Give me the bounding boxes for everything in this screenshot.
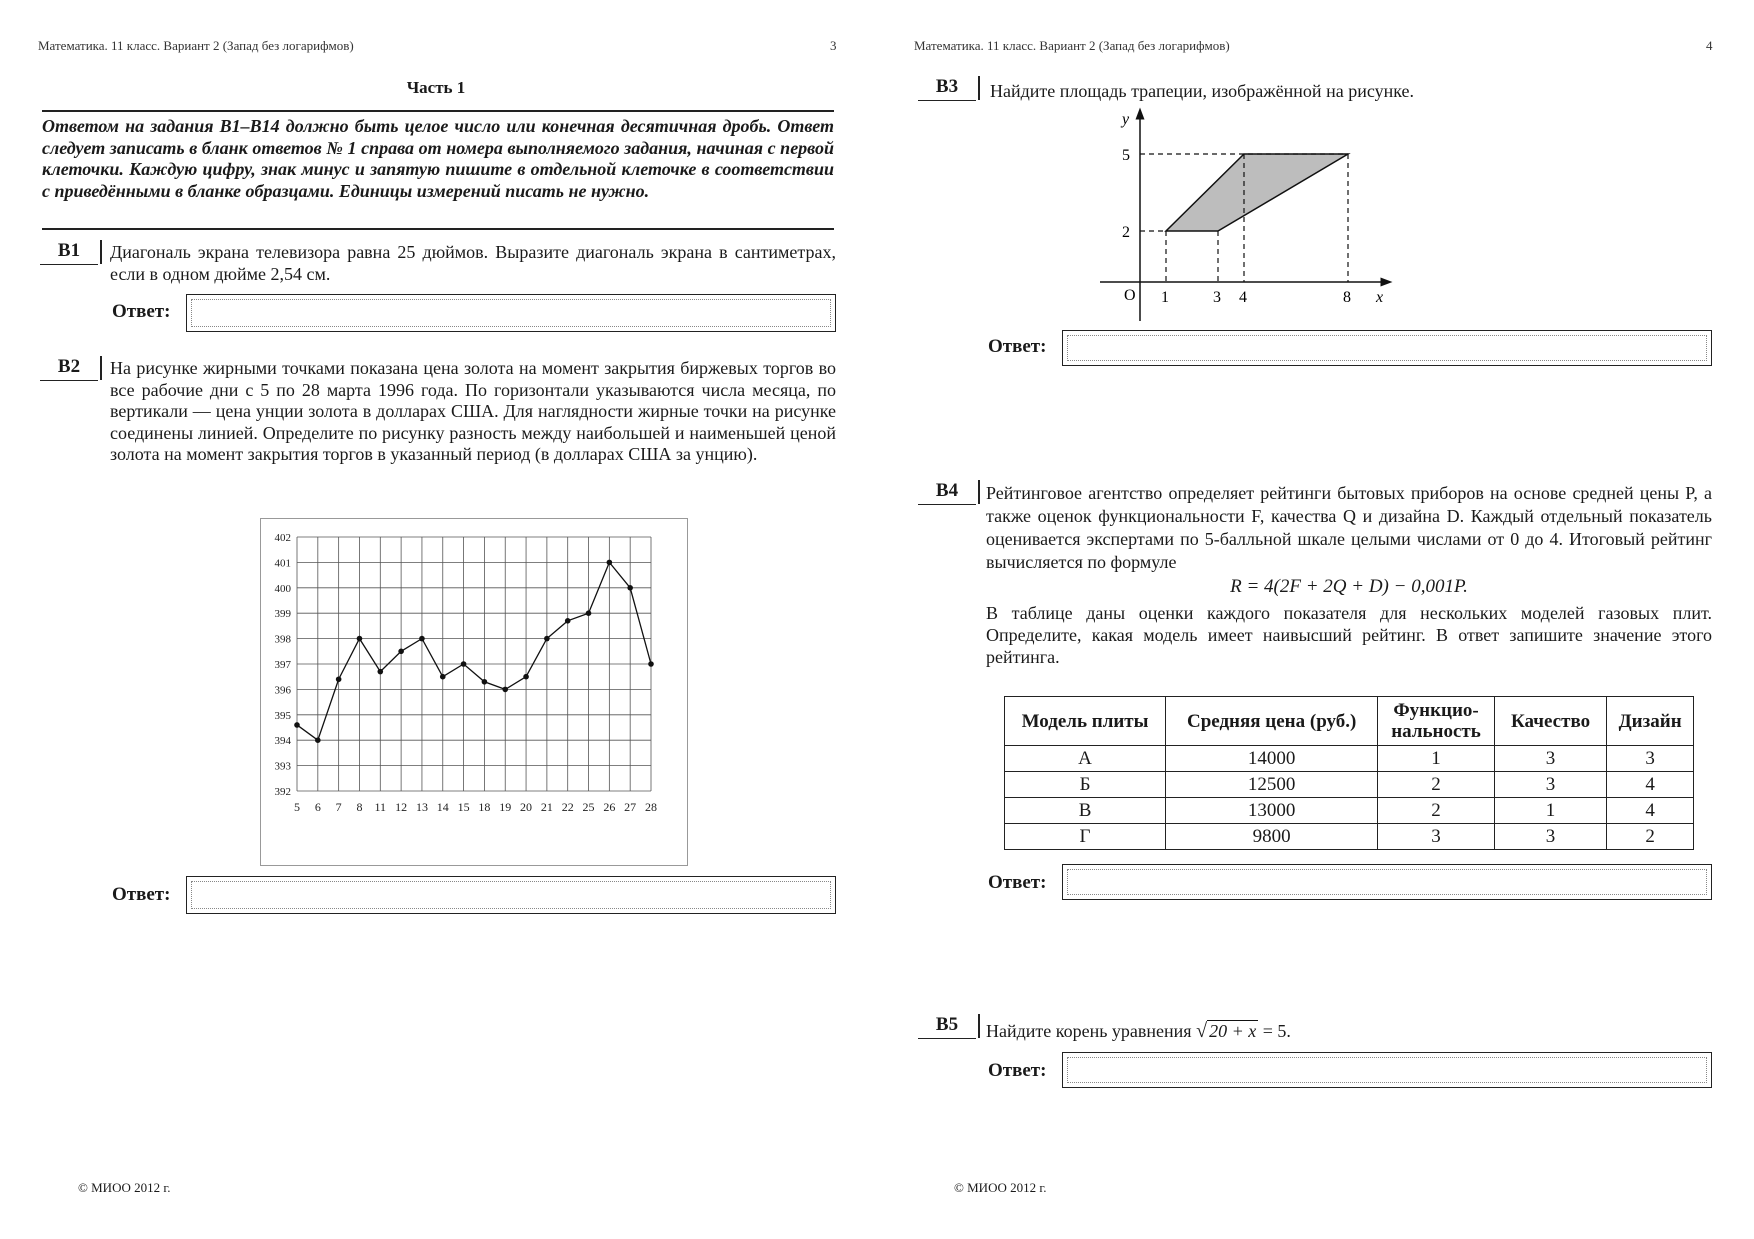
data-point [398, 649, 404, 655]
x-tick-8: 8 [1343, 289, 1351, 306]
cell-design: 4 [1607, 772, 1694, 798]
cell-model: Б [1005, 772, 1166, 798]
instructions-text: Ответом на задания B1–B14 должно быть целое число или конечная десятичная дробь. Ответ следует записать в бланк ответов № 1 справа от номера выполняемого задания, начиная с первой клеточки. Каждую цифру, знак минус и запятую пишите в отдельной клеточке в соответствии с приведёнными в бланке образцами. Единицы измерений писать не нужно. [42, 116, 834, 201]
cell-model: В [1005, 798, 1166, 824]
y-tick-label: 395 [274, 709, 291, 722]
x-tick-label: 13 [415, 800, 428, 814]
b4-label: B4 [918, 480, 976, 505]
b3-text: Найдите площадь трапеции, изображённой на рисунке. [990, 81, 1414, 101]
cell-functionality: 2 [1378, 798, 1495, 824]
trapezoid-shape [1166, 154, 1348, 231]
cell-price: 12500 [1166, 772, 1378, 798]
b4-formula: R = 4(2F + 2Q + D) − 0,001P. [1230, 576, 1468, 597]
table-row [1005, 746, 1694, 772]
x-tick-label: 6 [314, 800, 321, 814]
b4-text-2: В таблице даны оценки каждого показателя для нескольких моделей газовых плит. Определите, какая модель имеет наивысший рейтинг. В ответ запишите значение этого рейтинга. [986, 603, 1712, 667]
b2-label: B2 [40, 356, 98, 381]
y-tick-label: 402 [274, 532, 291, 544]
data-point [294, 722, 300, 728]
left-footer: © МИОО 2012 г. [78, 1180, 171, 1195]
gold-price-chart [260, 518, 688, 866]
y-tick-label: 398 [274, 633, 291, 646]
cell-functionality: 3 [1378, 824, 1495, 850]
y-tick-2: 2 [1122, 224, 1130, 241]
b5-answer-label: Ответ: [988, 1060, 1047, 1081]
b5-text [986, 1020, 1291, 1042]
cell-price: 13000 [1166, 798, 1378, 824]
col-header-design: Дизайн [1607, 697, 1694, 746]
data-point [502, 687, 508, 693]
b2-text: На рисунке жирными точками показана цена золота на момент закрытия биржевых торгов во все рабочие дни с 5 по 28 марта 1996 года. По горизонтали указываются числа месяца, по вертикали — цена унции золота в долларах США. Для наглядности жирные точки на рисунке соединены линией. Определите по рисунку разность между наибольшей и наименьшей ценой золота на момент закрытия торгов в указанный период (в долларах США за унцию). [110, 358, 836, 465]
cell-price: 9800 [1166, 824, 1378, 850]
cell-quality: 3 [1494, 746, 1606, 772]
table-header-row [1005, 697, 1694, 746]
data-point [544, 636, 550, 642]
x-axis-label: x [1376, 289, 1384, 306]
x-tick-label: 12 [395, 800, 408, 814]
data-point [377, 669, 383, 675]
origin-label: O [1124, 287, 1136, 304]
sqrt-icon: √ [1196, 1020, 1208, 1042]
x-tick-label: 5 [294, 800, 300, 814]
cell-design: 2 [1607, 824, 1694, 850]
y-tick-label: 401 [274, 557, 291, 570]
y-axis-label: y [1122, 111, 1130, 128]
b3-answer-label: Ответ: [988, 336, 1047, 357]
x-tick-label: 22 [561, 800, 574, 814]
gold-price-chart-svg [261, 519, 687, 865]
x-tick-label: 19 [499, 800, 512, 814]
b5-text-before: Найдите корень уравнения [986, 1021, 1192, 1041]
series-line [297, 562, 651, 740]
b3-answer-field[interactable] [1062, 330, 1712, 366]
data-point [315, 737, 321, 743]
x-tick-label: 15 [457, 800, 470, 814]
data-point [440, 674, 446, 680]
ratings-table [1004, 696, 1694, 850]
data-point [336, 676, 342, 682]
x-tick-label: 14 [436, 800, 449, 814]
data-point [419, 636, 425, 642]
b1-answer-field[interactable] [186, 294, 836, 332]
y-tick-label: 394 [274, 735, 291, 748]
x-tick-label: 8 [356, 800, 363, 814]
col-header-price: Средняя цена (руб.) [1166, 697, 1378, 746]
cell-quality: 1 [1494, 798, 1606, 824]
part-title: Часть 1 [406, 78, 466, 97]
data-point [357, 636, 363, 642]
x-tick-label: 26 [603, 800, 616, 814]
b3-label: B3 [918, 76, 976, 101]
y-tick-label: 397 [274, 659, 291, 671]
y-tick-label: 392 [274, 786, 291, 798]
x-tick-label: 25 [582, 800, 595, 814]
b4-answer-label: Ответ: [988, 872, 1047, 893]
y-tick-label: 400 [274, 582, 291, 595]
x-tick-label: 18 [478, 800, 491, 814]
b5-radicand: 20 + x [1209, 1021, 1257, 1041]
b1-text: Диагональ экрана телевизора равна 25 дюймов. Выразите диагональ экрана в сантиметрах, если в одном дюйме 2,54 см. [110, 242, 836, 284]
y-tick-label: 399 [274, 608, 291, 621]
b5-text-after: = 5. [1262, 1021, 1291, 1041]
right-page-number: 4 [1706, 38, 1713, 53]
data-point [648, 661, 654, 667]
b2-answer-label: Ответ: [112, 884, 171, 905]
cell-price: 14000 [1166, 746, 1378, 772]
x-tick-label: 20 [520, 800, 533, 814]
x-tick-label: 11 [374, 800, 387, 814]
b1-answer-label: Ответ: [112, 301, 171, 322]
b1-label: B1 [40, 240, 98, 265]
col-header-model: Модель плиты [1005, 697, 1166, 746]
x-tick-label: 7 [335, 800, 342, 814]
x-tick-4: 4 [1239, 289, 1247, 306]
instructions-bottom-rule [42, 228, 834, 230]
data-point [523, 674, 529, 680]
data-point [565, 618, 571, 624]
data-point [461, 661, 467, 667]
cell-quality: 3 [1494, 824, 1606, 850]
table-row [1005, 798, 1694, 824]
instructions-top-rule [42, 110, 834, 112]
y-tick-5: 5 [1122, 147, 1130, 164]
table-row [1005, 824, 1694, 850]
cell-functionality: 2 [1378, 772, 1495, 798]
x-tick-3: 3 [1213, 289, 1221, 306]
b4-answer-field[interactable] [1062, 864, 1712, 900]
data-point [607, 560, 613, 566]
y-tick-label: 393 [274, 760, 291, 773]
right-footer: © МИОО 2012 г. [954, 1180, 1047, 1195]
cell-model: А [1005, 746, 1166, 772]
b2-answer-field[interactable] [186, 876, 836, 914]
table-row [1005, 772, 1694, 798]
col-header-functionality: Функцио-нальность [1378, 697, 1495, 746]
trapezoid-figure [1090, 106, 1410, 326]
data-point [482, 679, 488, 685]
x-tick-label: 28 [645, 800, 657, 814]
left-page-header: Математика. 11 класс. Вариант 2 (Запад без логарифмов) [38, 38, 354, 53]
b5-label: B5 [918, 1014, 976, 1039]
right-page-header: Математика. 11 класс. Вариант 2 (Запад без логарифмов) [914, 38, 1230, 53]
b5-answer-field[interactable] [1062, 1052, 1712, 1088]
cell-model: Г [1005, 824, 1166, 850]
cell-quality: 3 [1494, 772, 1606, 798]
b4-text: Рейтинговое агентство определяет рейтинги бытовых приборов на основе средней цены P, а также оценок функциональности F, качества Q и дизайна D. Каждый отдельный показатель оценивается экспертами по 5-балльной шкале целыми числами от 0 до 4. Итоговый рейтинг вычисляется по формуле [986, 483, 1712, 572]
cell-functionality: 1 [1378, 746, 1495, 772]
x-tick-label: 27 [624, 800, 637, 814]
data-point [627, 585, 633, 591]
cell-design: 4 [1607, 798, 1694, 824]
data-point [586, 610, 592, 616]
cell-design: 3 [1607, 746, 1694, 772]
y-tick-label: 396 [274, 684, 291, 697]
x-tick-1: 1 [1161, 289, 1169, 306]
left-page-number: 3 [830, 38, 837, 53]
col-header-quality: Качество [1494, 697, 1606, 746]
x-tick-label: 21 [540, 800, 553, 814]
